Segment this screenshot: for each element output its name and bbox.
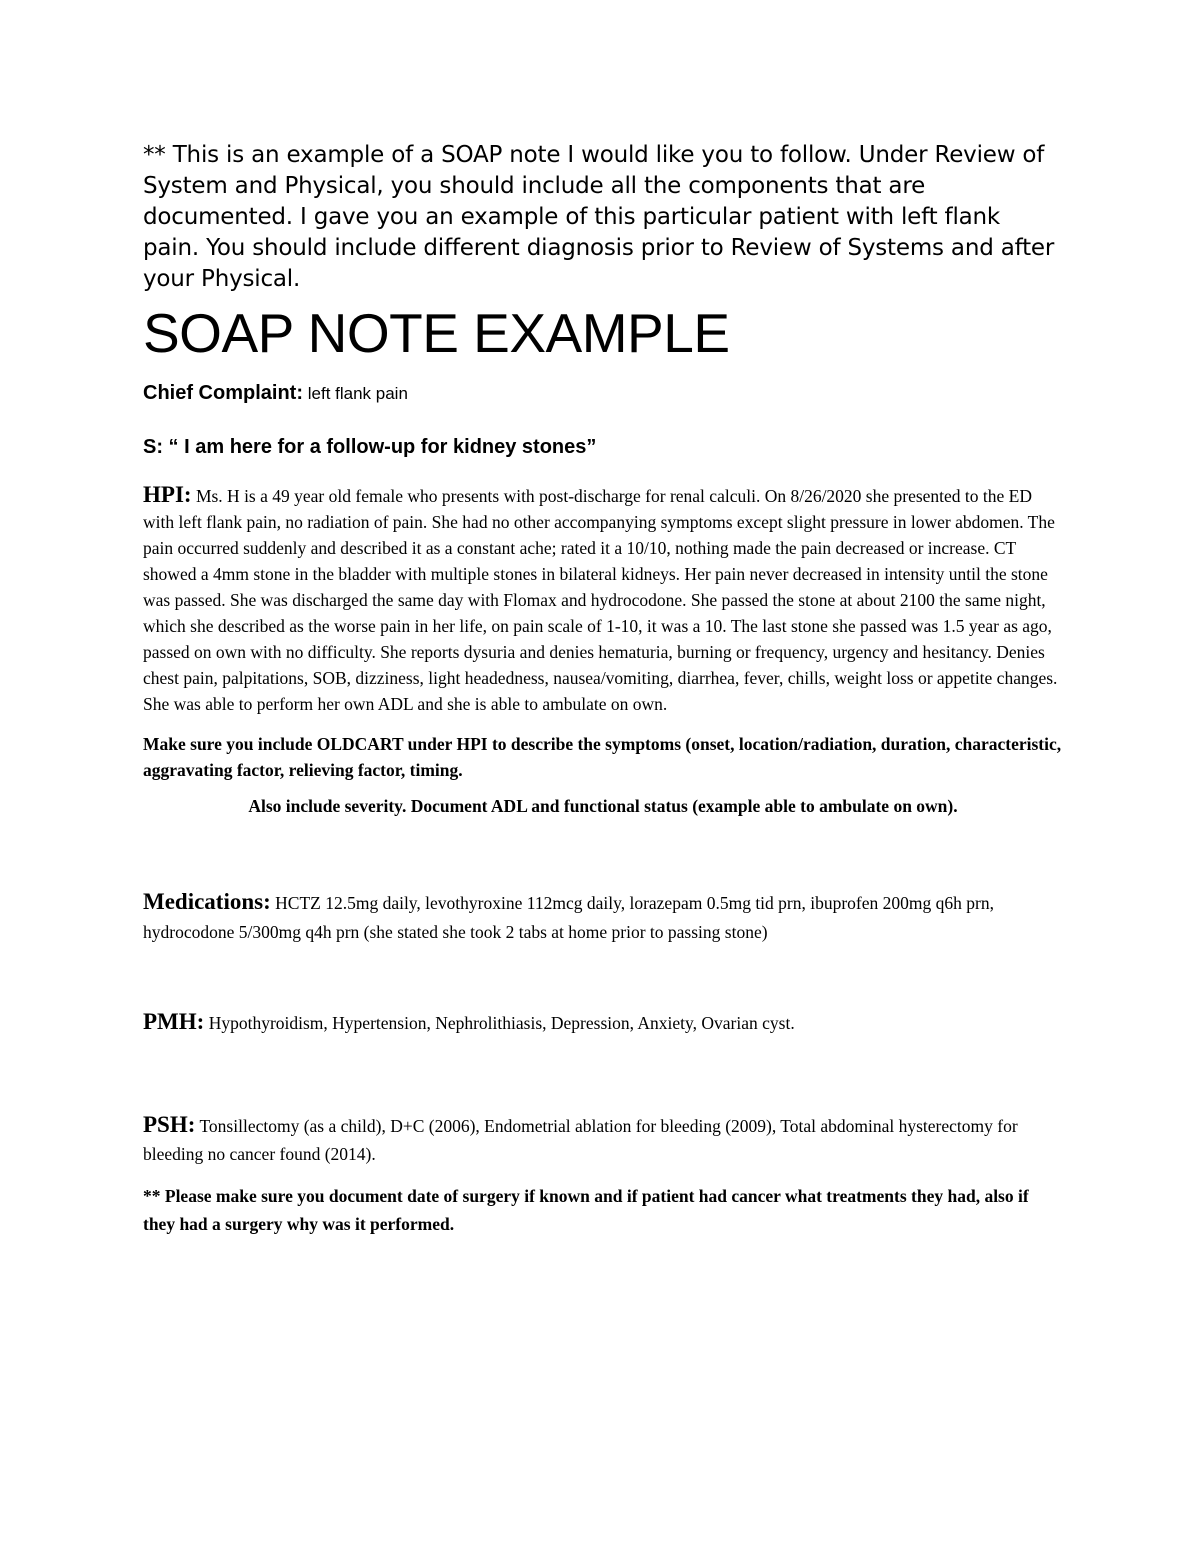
hpi-text: Ms. H is a 49 year old female who presents with post-discharge for renal calculi. On 8/26/2020 she presented to the ED with left flank pain, no radiation of pain. She had no other accompanying symptoms except slight pressure in lower abdomen. The pain occurred suddenly and described it as a constant ache; rated it a 10/10, nothing made the pain decreased or increase. CT showed a 4mm stone in the bladder with multiple stones in bilateral kidneys. Her pain never decreased in intensity until the stone was passed. She was discharged the same day with Flomax and hydrocodone. She passed the stone at about 2100 the same night, which she described as the worse pain in her life, on pain scale of 1-10, it was a 10. The last stone she passed was 1.5 year as ago, passed on own with no difficulty. She reports dysuria and denies hematuria, burning or frequency, urgency and hesitancy. Denies chest pain, palpitations, SOB, dizziness, light headedness, nausea/vomiting, diarrhea, fever, chills, weight loss or appetite changes. She was able to perform her own ADL and she is able to ambulate on own. — [143, 486, 1058, 714]
chief-complaint-value: left flank pain — [307, 384, 408, 403]
psh-label — [143, 1112, 195, 1137]
subjective-statement: S: “ I am here for a follow-up for kidney stones” — [143, 436, 597, 458]
psh-label-text: PSH: — [143, 1112, 196, 1137]
chief-complaint — [143, 381, 1063, 406]
hpi-section — [143, 482, 1063, 717]
document-page — [143, 140, 1063, 1238]
psh-text: Tonsillectomy (as a child), D+C (2006), Endometrial ablation for bleeding (2009), Total abdominal hysterectomy for bleeding no cancer found (2014). — [143, 1116, 1018, 1164]
medications-label: Medications: — [143, 889, 271, 914]
surgery-note: ** Please make sure you document date of surgery if known and if patient had cancer what treatments they had, also if they had a surgery why was it performed. — [143, 1186, 1029, 1234]
oldcart-note: Make sure you include OLDCART under HPI to describe the symptoms (onset, location/radiation, duration, characteristic, aggravating factor, relieving factor, timing. — [143, 734, 1062, 780]
hpi-label: HPI: — [143, 482, 192, 507]
pmh-label: PMH: — [143, 1009, 205, 1034]
intro-instructions: ** This is an example of a SOAP note I would like you to follow. Under Review of System and Physical, you should include all the components that are documented. I gave you an example of this particular patient with left flank pain. You should include different diagnosis prior to Review of Systems and after your Physical. — [143, 142, 1055, 292]
page-title: SOAP NOTE EXAMPLE — [143, 302, 730, 364]
chief-complaint-label: Chief Complaint: — [143, 382, 303, 404]
pmh-text: Hypothyroidism, Hypertension, Nephrolithiasis, Depression, Anxiety, Ovarian cyst. — [208, 1013, 795, 1033]
pmh-section — [143, 1009, 1063, 1036]
medications-section — [143, 887, 1063, 947]
severity-note: Also include severity. Document ADL and functional status (example able to ambulate on own). — [248, 796, 958, 816]
psh-section — [143, 1111, 1063, 1168]
medications-text: HCTZ 12.5mg daily, levothyroxine 112mcg daily, lorazepam 0.5mg tid prn, ibuprofen 200mg q6h prn, hydrocodone 5/300mg q4h prn (she stated she took 2 tabs at home prior to passing stone) — [143, 893, 994, 942]
